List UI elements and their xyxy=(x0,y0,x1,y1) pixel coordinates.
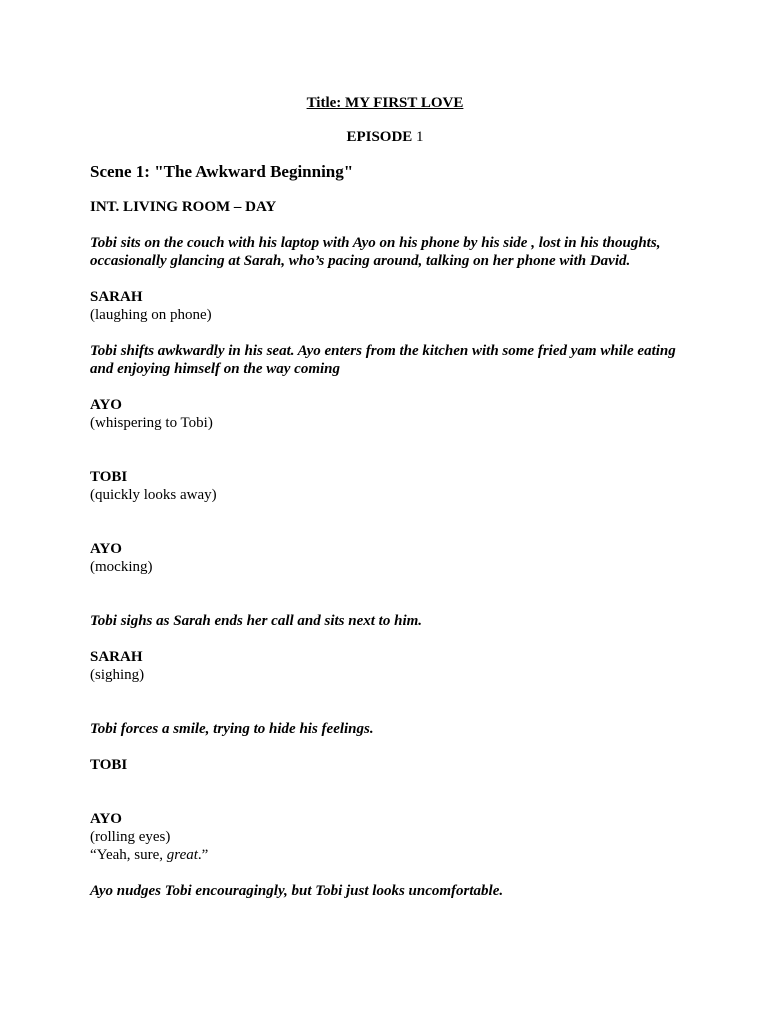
dialogue-block xyxy=(90,540,680,576)
episode-label: EPISODE xyxy=(346,129,413,145)
dialogue-text: “Yeah, sure, xyxy=(90,847,167,863)
action-line: Tobi forces a smile, trying to hide his feelings. xyxy=(90,721,374,737)
dialogue-block xyxy=(90,810,680,864)
dialogue-block xyxy=(90,396,680,432)
character-name: TOBI xyxy=(90,757,128,773)
script-page xyxy=(90,94,680,918)
parenthetical: (whispering to Tobi) xyxy=(90,415,213,431)
dialogue-block xyxy=(90,756,680,774)
action-line: Tobi sighs as Sarah ends her call and sits next to him. xyxy=(90,613,423,629)
action-line: Ayo nudges Tobi encouragingly, but Tobi just looks uncomfortable. xyxy=(90,883,504,899)
character-name: AYO xyxy=(90,811,122,827)
dialogue-block xyxy=(90,648,680,684)
character-name: TOBI xyxy=(90,469,128,485)
dialogue-block xyxy=(90,288,680,324)
episode-heading xyxy=(90,128,680,146)
action-line: Tobi shifts awkwardly in his seat. Ayo enters from the kitchen with some fried yam while eating and enjoying himself on the way coming xyxy=(90,343,676,377)
dialogue-block xyxy=(90,468,680,504)
dialogue-emphasis: great xyxy=(166,847,198,863)
character-name: SARAH xyxy=(90,649,143,665)
dialogue-text: .” xyxy=(197,847,209,863)
parenthetical: (laughing on phone) xyxy=(90,307,212,323)
dialogue-line xyxy=(90,846,680,864)
parenthetical: (mocking) xyxy=(90,559,153,575)
parenthetical: (quickly looks away) xyxy=(90,487,217,503)
slugline: INT. LIVING ROOM – DAY xyxy=(90,199,277,215)
action-line: Tobi sits on the couch with his laptop with Ayo on his phone by his side , lost in his thoughts, occasionally glancing at Sarah, who’s pacing around, talking on her phone with David. xyxy=(90,235,661,269)
episode-number: 1 xyxy=(412,129,424,145)
character-name: AYO xyxy=(90,541,122,557)
script-title: Title: MY FIRST LOVE xyxy=(306,95,464,111)
character-name: SARAH xyxy=(90,289,143,305)
scene-heading: Scene 1: "The Awkward Beginning" xyxy=(90,162,354,181)
parenthetical: (sighing) xyxy=(90,667,145,683)
character-name: AYO xyxy=(90,397,122,413)
parenthetical: (rolling eyes) xyxy=(90,829,171,845)
